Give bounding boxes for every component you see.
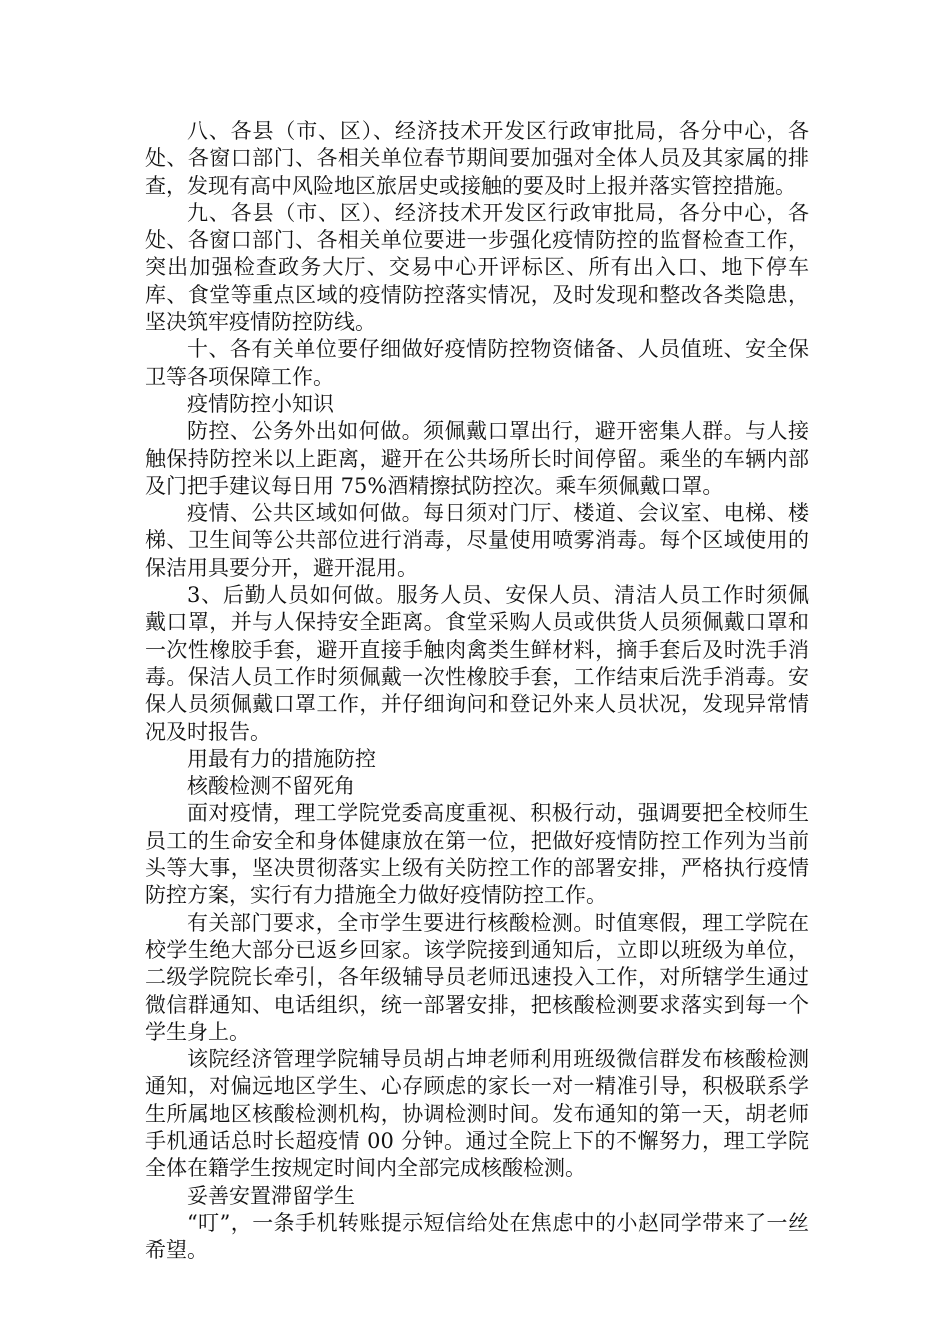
section-heading-testing: 核酸检测不留死角 <box>187 774 355 799</box>
paragraph-official-outing: 防控、公务外出如何做。须佩戴口罩出行，避开密集人群。与人接触保持防控米以上距离，避开在公共场所长时间停留。乘坐的车辆内部及门把手建议每日用 75%酒精擦拭防控次。乘车须佩戴口罩。 <box>145 419 809 498</box>
section-heading-stranded-students: 妥善安置滞留学生 <box>187 1183 355 1208</box>
paragraph-public-areas: 疫情、公共区域如何做。每日须对门厅、楼道、会议室、电梯、楼梯、卫生间等公共部位进行消毒，尽量使用喷雾消毒。每个区域使用的保洁用具要分开，避开混用。 <box>145 501 809 580</box>
paragraph-transfer-message: “叮”，一条手机转账提示短信给处在焦虑中的小赵同学带来了一丝希望。 <box>145 1210 809 1263</box>
paragraph-item-8: 八、各县（市、区）、经济技术开发区行政审批局，各分中心，各处、各窗口部门、各相关单位春节期间要加强对全体人员及其家属的排查，发现有高中风险地区旅居史或接触的要及时上报并落实管控措施。 <box>145 119 809 198</box>
section-heading-knowledge: 疫情防控小知识 <box>187 391 334 416</box>
section-heading-measures: 用最有力的措施防控 <box>187 746 376 771</box>
paragraph-logistics-staff: 3、后勤人员如何做。服务人员、安保人员、清洁人员工作时须佩戴口罩，并与人保持安全距离。食堂采购人员或供货人员须佩戴口罩和一次性橡胶手套，避开直接手触肉禽类生鲜材料，摘手套后及时洗手消毒。保洁人员工作时须佩戴一次性橡胶手套，工作结束后洗手消毒。安保人员须佩戴口罩工作，并仔细询问和登记外来人员状况，发现异常情况及时报告。 <box>145 583 809 744</box>
paragraph-item-10: 十、各有关单位要仔细做好疫情防控物资储备、人员值班、安全保卫等各项保障工作。 <box>145 337 809 389</box>
paragraph-testing-requirement: 有关部门要求，全市学生要进行核酸检测。时值寒假，理工学院在校学生绝大部分已返乡回家。该学院接到通知后，立即以班级为单位，二级学院院长牵引，各年级辅导员老师迅速投入工作，对所辖学生通过微信群通知、电话组织，统一部署安排，把核酸检测要求落实到每一个学生身上。 <box>145 910 809 1044</box>
paragraph-item-9: 九、各县（市、区）、经济技术开发区行政审批局，各分中心，各处、各窗口部门、各相关单位要进一步强化疫情防控的监督检查工作，突出加强检查政务大厅、交易中心开评标区、所有出入口、地下停车库、食堂等重点区域的疫情防控落实情况，及时发现和整改各类隐患，坚决筑牢疫情防控防线。 <box>145 200 809 335</box>
paragraph-counselor-effort: 该院经济管理学院辅导员胡占坤老师利用班级微信群发布核酸检测通知，对偏远地区学生、心存顾虑的家长一对一精准引导，积极联系学生所属地区核酸检测机构，协调检测时间。发布通知的第一天，胡老师手机通话总时长超疫情 00 分钟。通过全院上下的不懈努力，理工学院全体在籍学生按规定时间内全部完成核酸检测。 <box>145 1047 809 1181</box>
document-body <box>145 118 809 1264</box>
paragraph-college-response: 面对疫情，理工学院党委高度重视、积极行动，强调要把全校师生员工的生命安全和身体健康放在第一位，把做好疫情防控工作列为当前头等大事，坚决贯彻落实上级有关防控工作的部署安排，严格执行疫情防控方案，实行有力措施全力做好疫情防控工作。 <box>145 801 809 908</box>
